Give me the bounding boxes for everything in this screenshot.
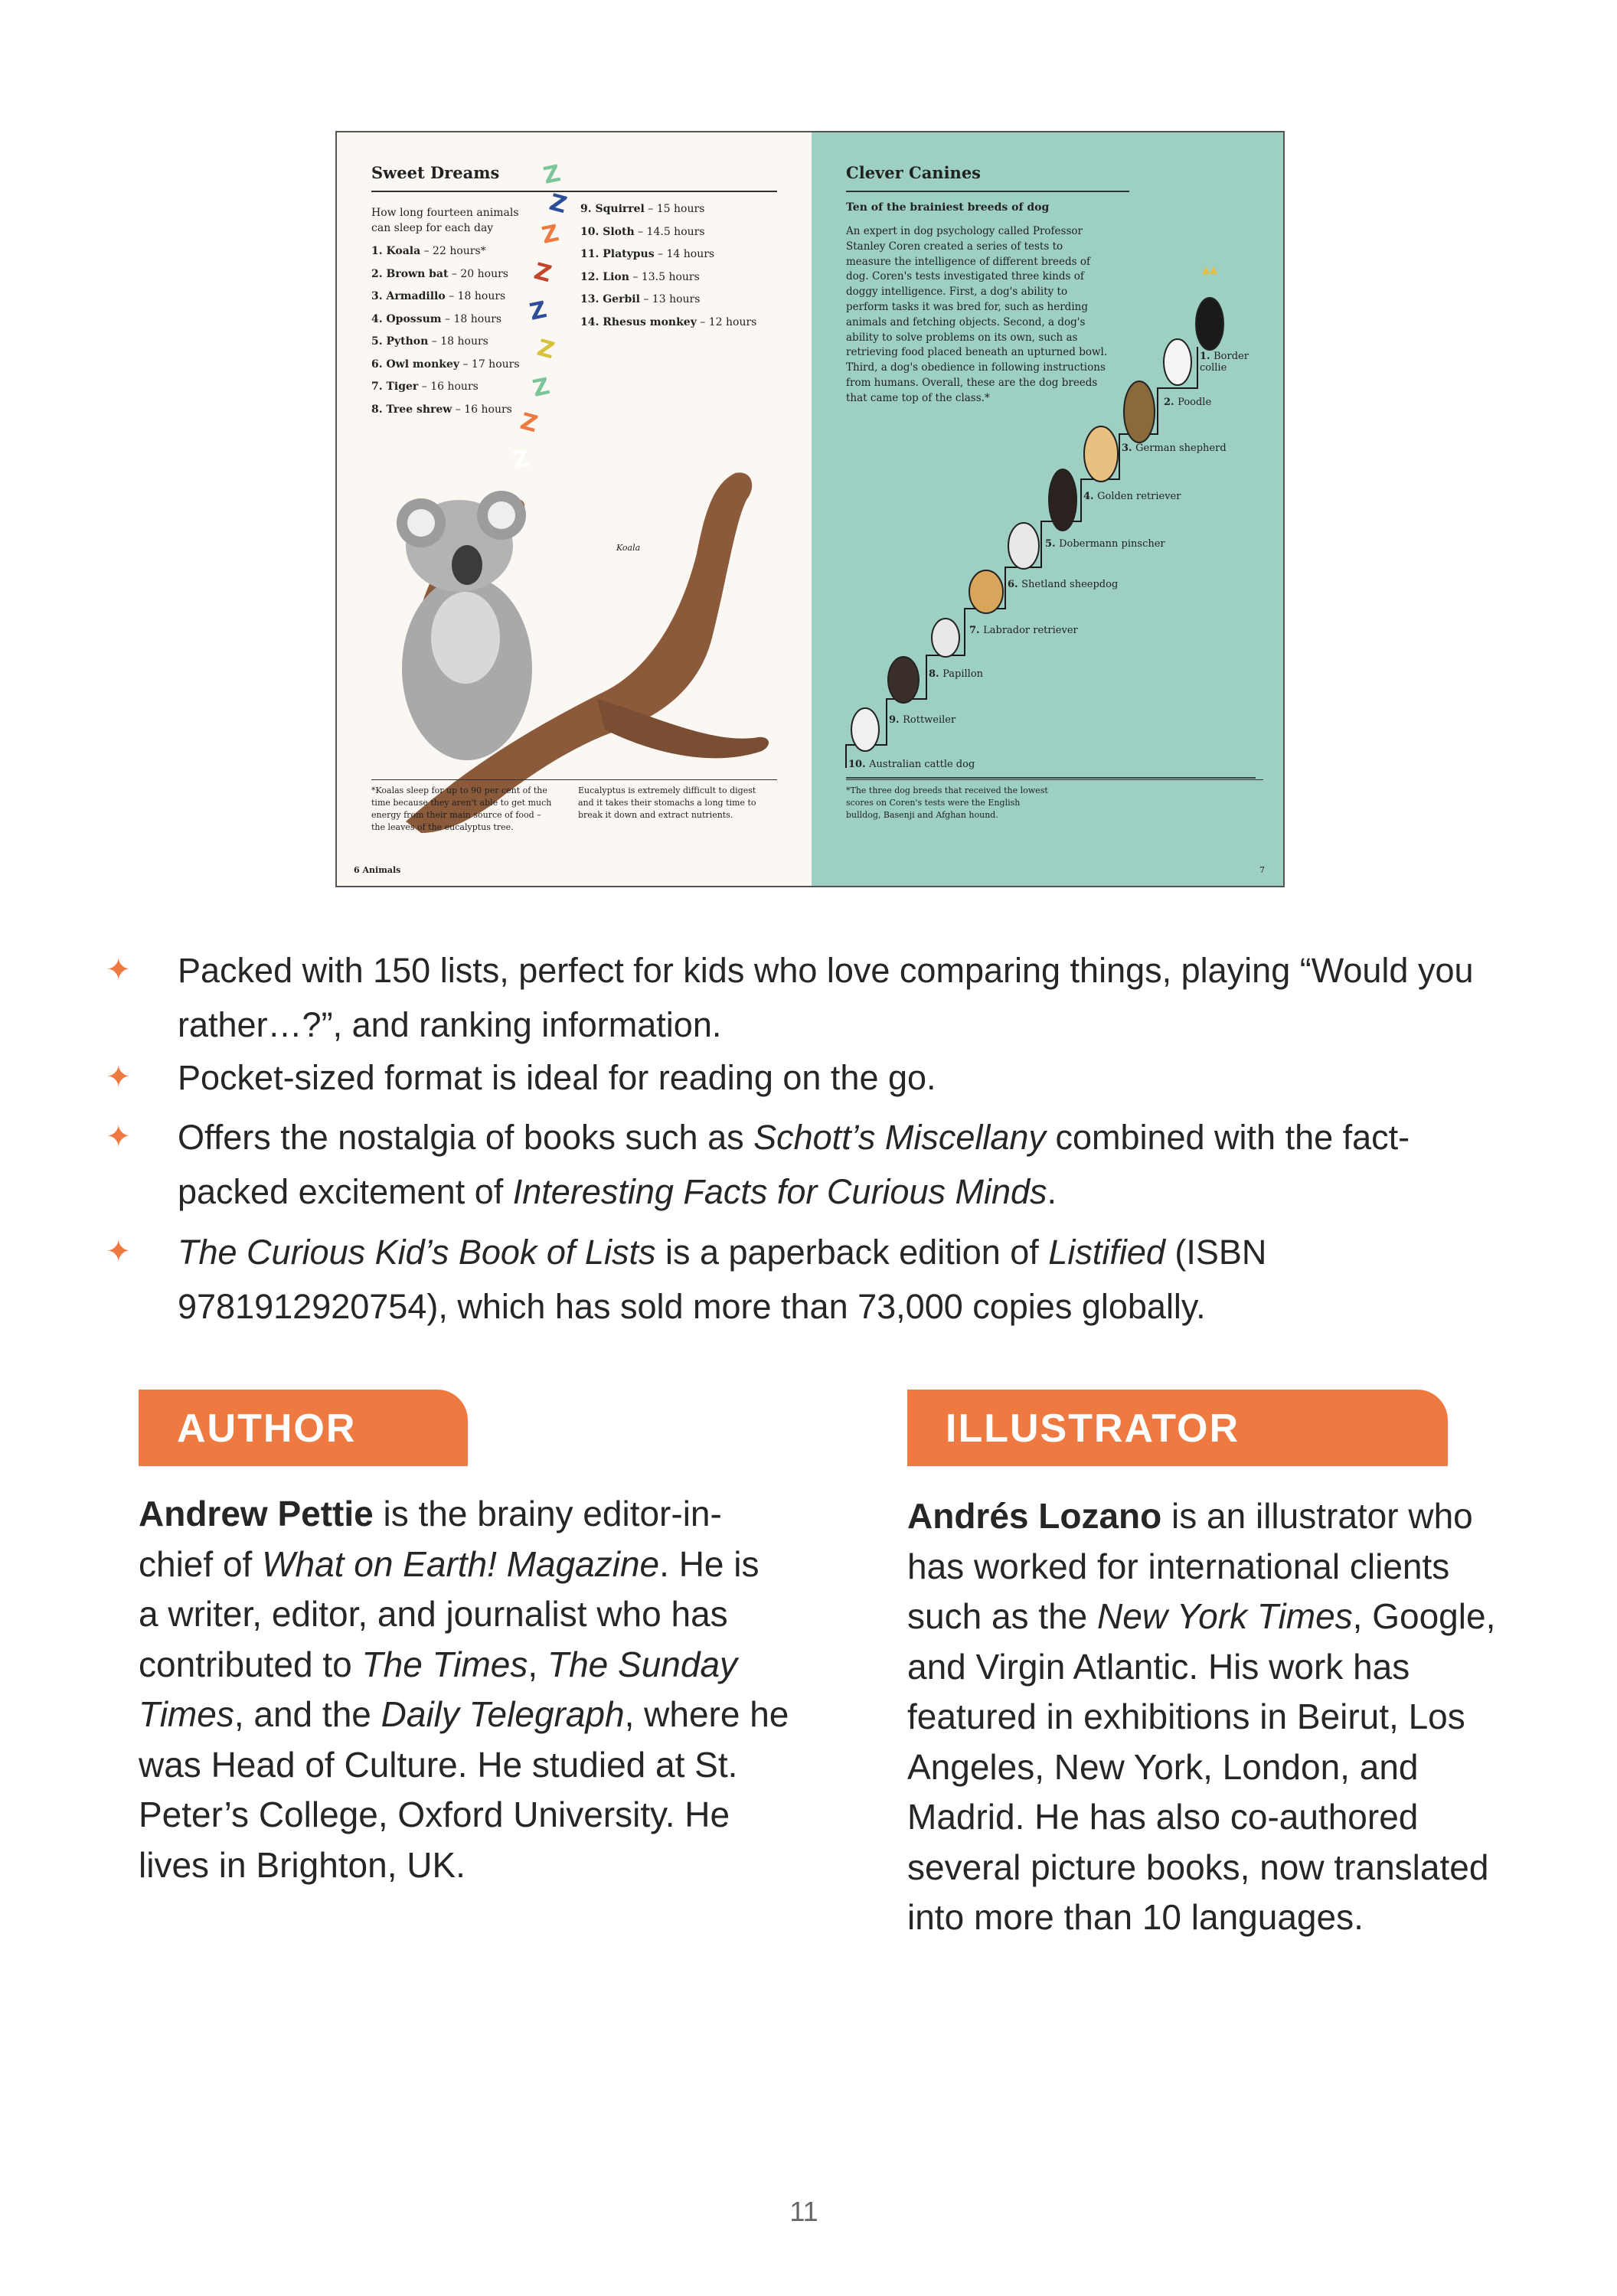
animal-name: 14. Rhesus monkey [580, 315, 697, 328]
z-letter: Z [539, 220, 562, 250]
breed-name: Shetland sheepdog [1021, 579, 1119, 590]
sleep-list-item [371, 403, 512, 416]
bio-text-segment: What on Earth! Magazine [262, 1543, 660, 1584]
rank-number: 6. [1008, 579, 1022, 590]
sleep-hours: – 13.5 hours [629, 270, 700, 283]
sleep-hours: – 16 hours [418, 380, 479, 393]
animal-name: 12. Lion [580, 270, 629, 283]
bullet-text [178, 1050, 1510, 1105]
bio-text-segment: and Virgin Atlantic. His work has [907, 1646, 1410, 1687]
koala-caption: Koala [616, 543, 641, 553]
bullet-star-icon: ✦ [106, 1060, 132, 1094]
author-heading: AUTHOR [139, 1390, 468, 1466]
bullet-2 [107, 1050, 1485, 1105]
sleep-hours: – 16 hours [452, 403, 512, 416]
sleep-list-item [580, 271, 700, 283]
right-page-title: Clever Canines [846, 163, 982, 182]
bio-text-segment: Peter’s College, Oxford University. He [139, 1795, 730, 1834]
bullet-text [178, 943, 1510, 1052]
right-page [812, 132, 1283, 886]
bio-line [907, 1792, 1581, 1843]
bio-line [907, 1692, 1581, 1742]
bio-text-segment: , [528, 1644, 547, 1684]
animal-name: 13. Gerbil [580, 293, 640, 305]
z-letter: Z [534, 334, 557, 365]
bio-text-segment: New York Times [1097, 1596, 1353, 1636]
page-number: 11 [789, 2196, 818, 2227]
bio-text-segment: Andrés Lozano [907, 1496, 1162, 1536]
rank-number: 2. [1164, 397, 1178, 408]
right-page-subtitle: Ten of the brainiest breeds of dog [846, 201, 1050, 214]
bio-line [139, 1589, 812, 1640]
sleep-list-item [580, 293, 700, 305]
animal-name: 1. Koala [371, 245, 421, 257]
bullet-1 [107, 943, 1485, 1052]
bullet-star-icon: ✦ [106, 953, 132, 987]
dog-rank-label [1008, 579, 1118, 590]
animal-name: 3. Armadillo [371, 290, 446, 302]
dog-rank-label [889, 714, 956, 726]
z-letter: Z [510, 445, 533, 475]
bio-text-segment: contributed to [139, 1644, 362, 1684]
bio-line [907, 1642, 1581, 1693]
bio-text-segment: featured in exhibitions in Beirut, Los [907, 1697, 1465, 1736]
rank-number: 9. [889, 714, 903, 726]
rank-number: 5. [1045, 538, 1060, 550]
bio-text-segment: Angeles, New York, London, and [907, 1746, 1419, 1787]
rank-number: 8. [929, 668, 943, 680]
sleep-hours: – 18 hours [428, 335, 488, 348]
bullet-text-segment: Interesting Facts for Curious Minds [512, 1172, 1047, 1211]
bio-line [139, 1840, 812, 1891]
sleep-list-item [371, 335, 488, 348]
rank-number: 7. [969, 625, 984, 636]
breed-name: German shepherd [1135, 443, 1227, 454]
bio-line [139, 1740, 812, 1791]
bio-text-segment: Daily Telegraph [381, 1694, 625, 1734]
breed-name: Dobermann pinscher [1059, 538, 1165, 550]
sleep-list-item [580, 203, 704, 215]
rank-number: 1. [1200, 351, 1214, 362]
bio-line [139, 1690, 812, 1740]
breed-name: Rottweiler [903, 714, 956, 726]
left-footnote-1: *Koalas sleep for up to 90 per cent of the time because they aren't able to get much energy from their main source of food – the leaves of the eucalyptus tree. [371, 785, 552, 832]
sleep-hours: – 18 hours [441, 312, 502, 325]
dog-rank-label [1200, 351, 1261, 374]
bio-text-segment: is an illustrator who [1161, 1496, 1473, 1536]
sleep-list-item [580, 248, 714, 260]
left-footnote-rule [371, 779, 777, 780]
dog-figures [851, 266, 1223, 751]
sleep-hours: – 18 hours [445, 290, 506, 302]
dog-rank-label [969, 625, 1078, 636]
bio-line [139, 1790, 812, 1840]
bio-text-segment: was Head of Culture. He studied at St. [139, 1744, 738, 1785]
animal-name: 10. Sloth [580, 225, 635, 238]
bio-text-segment: Andrew Pettie [139, 1494, 374, 1533]
bullet-text-segment: is a paperback edition of [655, 1233, 1049, 1272]
bio-line [139, 1540, 812, 1590]
sleep-hours: – 20 hours [448, 267, 508, 280]
bio-line [907, 1843, 1581, 1893]
bullet-text [178, 1110, 1510, 1219]
rank-number: 3. [1122, 443, 1136, 454]
left-title-rule [371, 191, 777, 192]
bio-text-segment: is the brainy editor-in- [373, 1494, 722, 1533]
author-bio [139, 1489, 812, 1890]
bullet-text-segment: Schott’s Miscellany [753, 1118, 1046, 1157]
left-page-title: Sweet Dreams [371, 163, 500, 182]
bio-text-segment: . He is [659, 1543, 760, 1584]
animal-name: 4. Opossum [371, 312, 442, 325]
z-letter: Z [527, 296, 550, 326]
bio-text-segment: several picture books, now translated [907, 1847, 1489, 1887]
bio-line [907, 1542, 1581, 1592]
breed-name: Australian cattle dog [869, 759, 975, 770]
sleep-hours: – 15 hours [644, 203, 705, 215]
sleep-list-item [371, 268, 508, 280]
bullet-text-segment: Offers the nostalgia of books such as [178, 1118, 754, 1157]
bullet-text-segment: Packed with 150 lists, perfect for kids who love comparing things, playing “Would you rather…?”, and ranking information. [178, 951, 1474, 1044]
z-letter: Z [531, 257, 554, 289]
breed-name: Papillon [942, 668, 984, 680]
bio-text-segment: such as the [907, 1596, 1098, 1636]
sleep-list-item [371, 380, 479, 393]
right-footnote: *The three dog breeds that received the lowest scores on Coren's tests were the English bulldog, Basenji and Afghan hound. [846, 785, 1048, 820]
animal-name: 9. Squirrel [580, 203, 645, 215]
breed-name: Poodle [1178, 397, 1212, 408]
bio-text-segment: , and the [234, 1694, 381, 1734]
dog-rank-label [1045, 538, 1165, 550]
dog-rank-label [929, 668, 983, 680]
bullet-text-segment: combined with the fact-packed excitement of [178, 1118, 1410, 1211]
sleep-hours: – 17 hours [459, 358, 520, 371]
sleep-list-item [371, 358, 520, 371]
illustrator-bio [907, 1491, 1581, 1943]
bio-text-segment: , Google, [1352, 1596, 1496, 1636]
book-spread-image [335, 131, 1285, 887]
bullet-4 [107, 1225, 1485, 1334]
dog-rank-label [1122, 443, 1227, 454]
animal-name: 7. Tiger [371, 380, 419, 393]
bio-text-segment: lives in Brighton, UK. [139, 1844, 466, 1885]
right-footnote-rule [846, 779, 1263, 780]
bio-text-segment: a writer, editor, and journalist who has [139, 1594, 728, 1634]
sleep-hours: – 22 hours* [420, 245, 486, 257]
bio-text-segment: , where he [624, 1694, 789, 1734]
animal-name: 11. Platypus [580, 248, 655, 260]
bio-line [907, 1893, 1581, 1943]
left-page [337, 132, 812, 886]
sleep-list-item [371, 290, 505, 302]
bullet-text-segment: (ISBN 9781912920754), which has sold more than 73,000 copies globally. [178, 1233, 1267, 1326]
bio-text-segment: has worked for international clients [907, 1546, 1450, 1586]
bullet-text [178, 1225, 1510, 1334]
left-folio: 6 Animals [354, 865, 401, 875]
bio-line [139, 1640, 812, 1690]
bio-line [139, 1489, 812, 1540]
animal-name: 6. Owl monkey [371, 358, 460, 371]
bio-text-segment: The Sunday [547, 1644, 738, 1684]
bio-text-segment: into more than 10 languages. [907, 1897, 1364, 1937]
bullet-3 [107, 1110, 1485, 1219]
bullet-star-icon: ✦ [106, 1120, 132, 1154]
z-letter: Z [546, 188, 570, 220]
sleep-list-item [371, 245, 486, 257]
sleep-list-item [580, 316, 756, 328]
sleep-hours: – 13 hours [639, 293, 701, 305]
bullet-text-segment: The Curious Kid’s Book of Lists [178, 1233, 656, 1272]
animal-name: 8. Tree shrew [371, 403, 452, 416]
animal-name: 2. Brown bat [371, 267, 449, 280]
bio-line [907, 1742, 1581, 1793]
left-footnote-2: Eucalyptus is extremely difficult to digest and it takes their stomachs a long time to break it down and extract nutrients. [578, 785, 756, 820]
sleep-hours: – 14 hours [654, 248, 715, 260]
bio-line [907, 1592, 1581, 1642]
animal-name: 5. Python [371, 335, 429, 348]
breed-name: Golden retriever [1097, 491, 1181, 502]
bio-text-segment: Madrid. He has also co-authored [907, 1797, 1419, 1837]
rank-number: 10. [848, 759, 870, 770]
sleep-list-item [580, 226, 705, 238]
right-page-intro: An expert in dog psychology called Professor Stanley Coren created a series of tests to measure the intelligence of different breeds of dog. Coren's tests investigated three kinds of doggy intelligence. First, a dog's ability to perform tasks it was bred for, such as herding animals and fetching objects. Second, a dog's ability to solve problems on its own, such as retrieving food placed beneath an upturned bowl. Third, a dog's obedience in following instructions from humans. Overall, these are the dog breeds that came top of the class.* [846, 225, 1108, 404]
sleep-hours: – 14.5 hours [634, 225, 705, 238]
z-letter: Z [530, 373, 553, 403]
bullet-text-segment: Listified [1048, 1233, 1165, 1272]
left-page-subtitle: How long fourteen animals can sleep for each day [371, 207, 519, 234]
illustrator-heading: ILLUSTRATOR [907, 1390, 1448, 1466]
bio-line [907, 1491, 1581, 1542]
dog-rank-label [848, 759, 975, 770]
dog-rank-label [1164, 397, 1211, 408]
z-letter: Z [517, 407, 541, 439]
bullet-text-segment: Pocket-sized format is ideal for reading on the go. [178, 1058, 936, 1097]
dog-rank-label [1083, 491, 1181, 502]
sleep-hours: – 12 hours [696, 315, 757, 328]
breed-name: Labrador retriever [983, 625, 1078, 636]
breed-name: Border collie [1200, 351, 1249, 374]
rank-number: 4. [1083, 491, 1098, 502]
right-folio: 7 [1259, 865, 1265, 875]
bullet-star-icon: ✦ [106, 1235, 132, 1269]
z-letter: Z [541, 160, 564, 190]
bullet-text-segment: . [1047, 1172, 1057, 1211]
bio-text-segment: chief of [139, 1543, 263, 1584]
dog-staircase [812, 132, 1283, 886]
sleep-list-item [371, 313, 501, 325]
bio-text-segment: The Times [361, 1644, 528, 1684]
bio-text-segment: Times [139, 1694, 234, 1734]
